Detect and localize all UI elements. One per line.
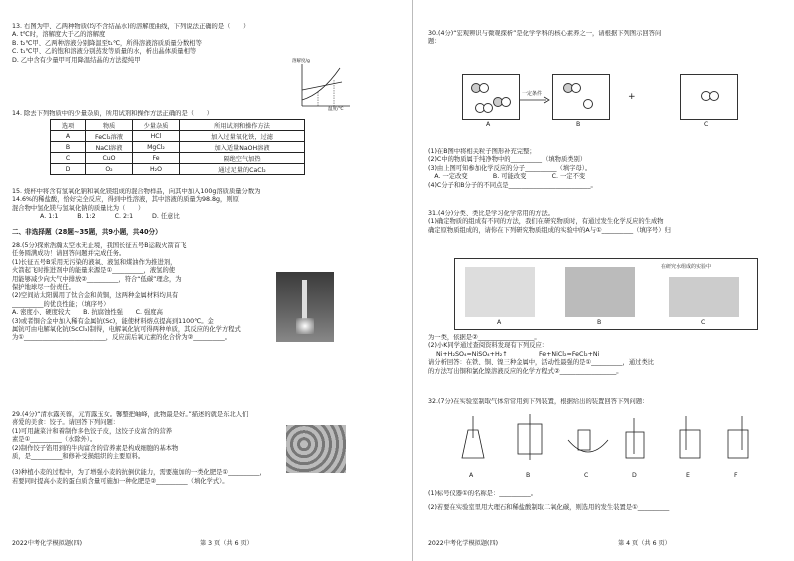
q29-line: 喜爱的美食：饺子。请回答下列问题： bbox=[12, 419, 120, 427]
molecule-box-a bbox=[462, 74, 520, 120]
table-header: 少量杂质 bbox=[133, 120, 180, 131]
table-cell: 加入适量NaOH溶液 bbox=[180, 142, 305, 153]
apparatus-label: A bbox=[469, 472, 474, 479]
table-row bbox=[51, 153, 305, 164]
table-cell: A bbox=[51, 131, 86, 142]
atom-icon bbox=[709, 91, 719, 101]
lab-apparatus-diagram bbox=[448, 410, 768, 470]
q29-line: (1)可用蔬菜汁和着制作多色饺子皮，这饺子皮富含的营养 bbox=[12, 427, 173, 435]
figure-label: C bbox=[701, 319, 706, 326]
q13-option-b: B. t₂℃甲、乙两种溶液分别降温至t₁℃，所得溶液溶质质量分数相等 bbox=[12, 39, 202, 47]
q13-option-c: C. t₁℃甲、乙的饱和溶液分别蒸发等质量的水，析出晶体质量相等 bbox=[12, 48, 197, 56]
atom-icon bbox=[479, 83, 489, 93]
rocket-photo bbox=[276, 272, 334, 342]
reaction-condition-label: 一定条件 bbox=[522, 91, 543, 97]
table-cell: C bbox=[51, 153, 86, 164]
q30-line: 题： bbox=[428, 38, 441, 46]
figure-label: A bbox=[486, 121, 491, 128]
q31-line: (1)确定物质的组成有不同的方法，我们在研究物质时，有通过发生化学反应的生成物 bbox=[428, 218, 664, 226]
rocket-flame bbox=[296, 318, 314, 334]
q32-line: (2)若要在实验室里用大理石和稀盐酸制取二氧化碳，则选用的发生装置是①__________ bbox=[428, 504, 670, 512]
atom-icon bbox=[483, 103, 493, 113]
q29-line: (3)种植小麦的过程中，为了增强小麦的抗倒伏能力，需要施加的一类化肥是①__________， bbox=[12, 469, 266, 477]
table-header: 选项 bbox=[51, 120, 86, 131]
q31-line: 的方法写出铜和氯化镍溶液反应的化学方程式②__________________。 bbox=[428, 367, 623, 375]
apparatus-label: D bbox=[632, 472, 637, 479]
footer-page-number: 第 4 页（共 6 页） bbox=[618, 540, 671, 547]
figure-label: B bbox=[597, 319, 602, 326]
q28-line: 任务圆满成功！请回答问题并完成任务。 bbox=[12, 250, 126, 258]
question-28 bbox=[12, 242, 408, 343]
table-cell: NaCl溶液 bbox=[86, 142, 133, 153]
q29-line: 若要同时提高小麦的蛋白质含量可施加一种化肥是②__________（填化学式）。 bbox=[12, 477, 229, 485]
q28-line: 火箭起飞时推进剂中的能量来源是①__________，液氢的使 bbox=[12, 267, 176, 275]
q30-line: A. 一定改变 B. 可能改变 C. 一定不变 bbox=[428, 173, 586, 181]
table-header-row bbox=[51, 120, 305, 131]
q31-equations: Ni+H₂SO₄=NiSO₄+H₂↑ Fe+NiCl₂=FeCl₂+Ni bbox=[436, 350, 600, 358]
table-cell: HCl bbox=[133, 131, 180, 142]
table-row bbox=[51, 164, 305, 175]
question-29 bbox=[12, 411, 408, 486]
question-13 bbox=[12, 23, 302, 65]
curve-y-label: 溶解度/g bbox=[292, 59, 310, 64]
q28-line: 28.(5分)探索浩瀚太空永无止境，我国长征五号B运载火箭首飞 bbox=[12, 242, 187, 249]
q30-line: (4)C分子和B分子的不同点是__________________________。 bbox=[428, 181, 597, 189]
footer-title: 2022中考化学模拟题(四) bbox=[12, 540, 83, 547]
q28-line: 属钪可由电解氧化钪(ScCl₃)制得，电解氧化钪可得两种单质，其反应的化学方程式 bbox=[12, 326, 241, 334]
figure-label: A bbox=[497, 319, 502, 326]
question-32-parts bbox=[428, 490, 794, 513]
section-heading: 二、非选择题（28题~35题，共9小题，共40分） bbox=[12, 228, 162, 236]
q29-line: 质，是__________和修补受损组织的主要原料。 bbox=[12, 453, 145, 461]
experiment-caption: 在研究水组成的实验中 bbox=[661, 264, 712, 270]
table-cell: B bbox=[51, 142, 86, 153]
beaker-apparatus-image bbox=[669, 277, 739, 317]
q15-line: 15. 烧杯中将含有氢氧化钠和氧化镁组成的混合物样品，向其中加入100g溶质质量分数为 bbox=[12, 188, 261, 195]
apparatus-label: C bbox=[584, 472, 589, 479]
burning-apparatus-image bbox=[565, 267, 635, 317]
solubility-curve-svg bbox=[292, 60, 352, 112]
table-cell: D bbox=[51, 164, 86, 175]
q29-line: (2)制作饺子馅用到的牛肉富含的营养素是构成细胞的基本物 bbox=[12, 444, 179, 452]
table-header: 物质 bbox=[86, 120, 133, 131]
apparatus-label: F bbox=[734, 472, 738, 479]
q13-option-a: A. t℃时，溶解度大于乙的溶解度 bbox=[12, 31, 106, 39]
experiment-figure bbox=[454, 258, 758, 330]
solubility-curve-figure bbox=[292, 60, 352, 112]
table-header: 所用试剂和操作方法 bbox=[180, 120, 305, 131]
q31-line: 为一类，依据是②__________________。 bbox=[428, 334, 541, 341]
footer-page-number: 第 3 页（共 6 页） bbox=[200, 540, 253, 547]
q28-line: __________的优良性能；（填序号） bbox=[12, 300, 110, 308]
question-31-parts bbox=[428, 334, 794, 376]
q28-line: 用能够减少向大气中排放②__________，符合“低碳”理念，为 bbox=[12, 275, 182, 283]
q30-line: (1)在B图中将相关粒子图形补充完整； bbox=[428, 148, 536, 155]
q31-line: (2)小K同学通过查阅资料发现有下列反应： bbox=[428, 342, 549, 350]
q15-line: 混合物中氢化镁与氢氧化钠的质量比为（ ） bbox=[12, 204, 145, 212]
molecule-box-c bbox=[680, 74, 738, 120]
q28-line: (1)长征五号B采用无污染的液氧、液氢和煤油作为推进剂， bbox=[12, 258, 177, 266]
q30-line: (3)由上图可知参加化学反应的分子__________（填字母）。 bbox=[428, 164, 592, 172]
curve-x-label: 温度/℃ bbox=[328, 107, 344, 112]
q31-line: 请分析回答：在铁、铜、镍三种金属中，活动性最强的是①__________，通过类比 bbox=[428, 359, 655, 367]
table-cell: O₂ bbox=[86, 164, 133, 175]
question-14: 14. 除去下列物质中的少量杂质，所用试剂和操作方法正确的是（ ） bbox=[12, 110, 213, 117]
table-cell: FeCl₂溶液 bbox=[86, 131, 133, 142]
question-32: 32.(7分)在实验室制取气体常常用到下列装置，根据给出的装置回答下列问题： bbox=[428, 398, 649, 405]
apparatus-label: E bbox=[686, 472, 690, 479]
impurity-table bbox=[50, 119, 305, 175]
q28-line: (3)或者铜合金中加入稀有金属钪(Sc)，能使材料熔点提高到1100℃。金 bbox=[12, 317, 214, 325]
q13-option-d: D. 乙中含有少量甲可用降温结晶的方法提纯甲 bbox=[12, 56, 141, 64]
q29-line: 素是①__________（水除外）。 bbox=[12, 436, 97, 444]
table-row bbox=[51, 131, 305, 142]
q28-line: (2)空间站太阳翼用了钛合金和黄铜，这两种金属材料均具有 bbox=[12, 292, 179, 300]
table-cell: CuO bbox=[86, 153, 133, 164]
figure-label: C bbox=[704, 121, 709, 128]
plus-sign-icon: + bbox=[628, 92, 636, 102]
q32-line: (1)标号仪器①的名称是：__________。 bbox=[428, 490, 538, 497]
rocket-body bbox=[302, 280, 307, 320]
dumplings-photo bbox=[286, 425, 346, 473]
q15-options: A. 1:1 B. 1:2 C. 2:1 D. 任意比 bbox=[40, 213, 180, 221]
atom-icon bbox=[583, 99, 593, 109]
q29-line: 29.(4分)“清水露芙蓉，元宵露玉女。馨整把岫峰，此物最是好。”描述的就是东北人们 bbox=[12, 411, 249, 418]
table-cell: 通过足量的CaCl₂ bbox=[180, 164, 305, 175]
table-cell: Fe bbox=[133, 153, 180, 164]
q31-line: 31.(4分)分类、类比是学习化学常用的方法。 bbox=[428, 210, 554, 217]
q28-line: 保护地球尽一份责任。 bbox=[12, 284, 75, 292]
q13-stem: 13. 右图为甲、乙两种物质(均不含结晶水)的溶解度曲线，下列说法正确的是（ ） bbox=[12, 23, 250, 30]
table-row bbox=[51, 142, 305, 153]
atom-icon bbox=[501, 97, 511, 107]
table-cell: H₂O bbox=[133, 164, 180, 175]
atom-icon bbox=[571, 83, 581, 93]
table-cell: 隔绝空气加热 bbox=[180, 153, 305, 164]
question-31 bbox=[428, 210, 794, 235]
table-cell: MgCl₂ bbox=[133, 142, 180, 153]
question-30-parts bbox=[428, 148, 794, 190]
footer-title: 2022中考化学模拟题(四) bbox=[428, 540, 499, 547]
page-divider bbox=[412, 0, 413, 561]
q28-line: A. 密度小、硬度较大 B. 抗腐蚀性强 C. 强度高 bbox=[12, 309, 163, 317]
question-15 bbox=[12, 188, 408, 222]
reaction-arrow-icon bbox=[520, 96, 550, 104]
apparatus-label: B bbox=[526, 472, 531, 479]
right-page bbox=[418, 0, 794, 561]
question-30 bbox=[428, 30, 794, 47]
q15-line: 14.6%的稀盐酸，恰好完全反应，得到中性溶液，其中溶液的质量为98.8g，则原 bbox=[12, 196, 239, 204]
electrolysis-apparatus-image bbox=[465, 267, 535, 317]
table-cell: 加入过量氧化铁，过滤 bbox=[180, 131, 305, 142]
figure-label: B bbox=[576, 121, 581, 128]
q30-line: 30.(4分)“宏观辨识与微观探析”是化学学科的核心素养之一，请根据下列图示回答问 bbox=[428, 30, 662, 37]
q28-line: 为①__________________________，反应前后氧元素的化合价为②__________。 bbox=[12, 334, 232, 342]
q30-line: (2)C中的物质属于纯净物中的__________（填物质类别） bbox=[428, 156, 587, 164]
molecule-box-b bbox=[552, 74, 610, 120]
q31-line: 确定原物质组成的，请你在下列研究物质组成的实验中的A与①__________（填序号）归 bbox=[428, 226, 671, 234]
